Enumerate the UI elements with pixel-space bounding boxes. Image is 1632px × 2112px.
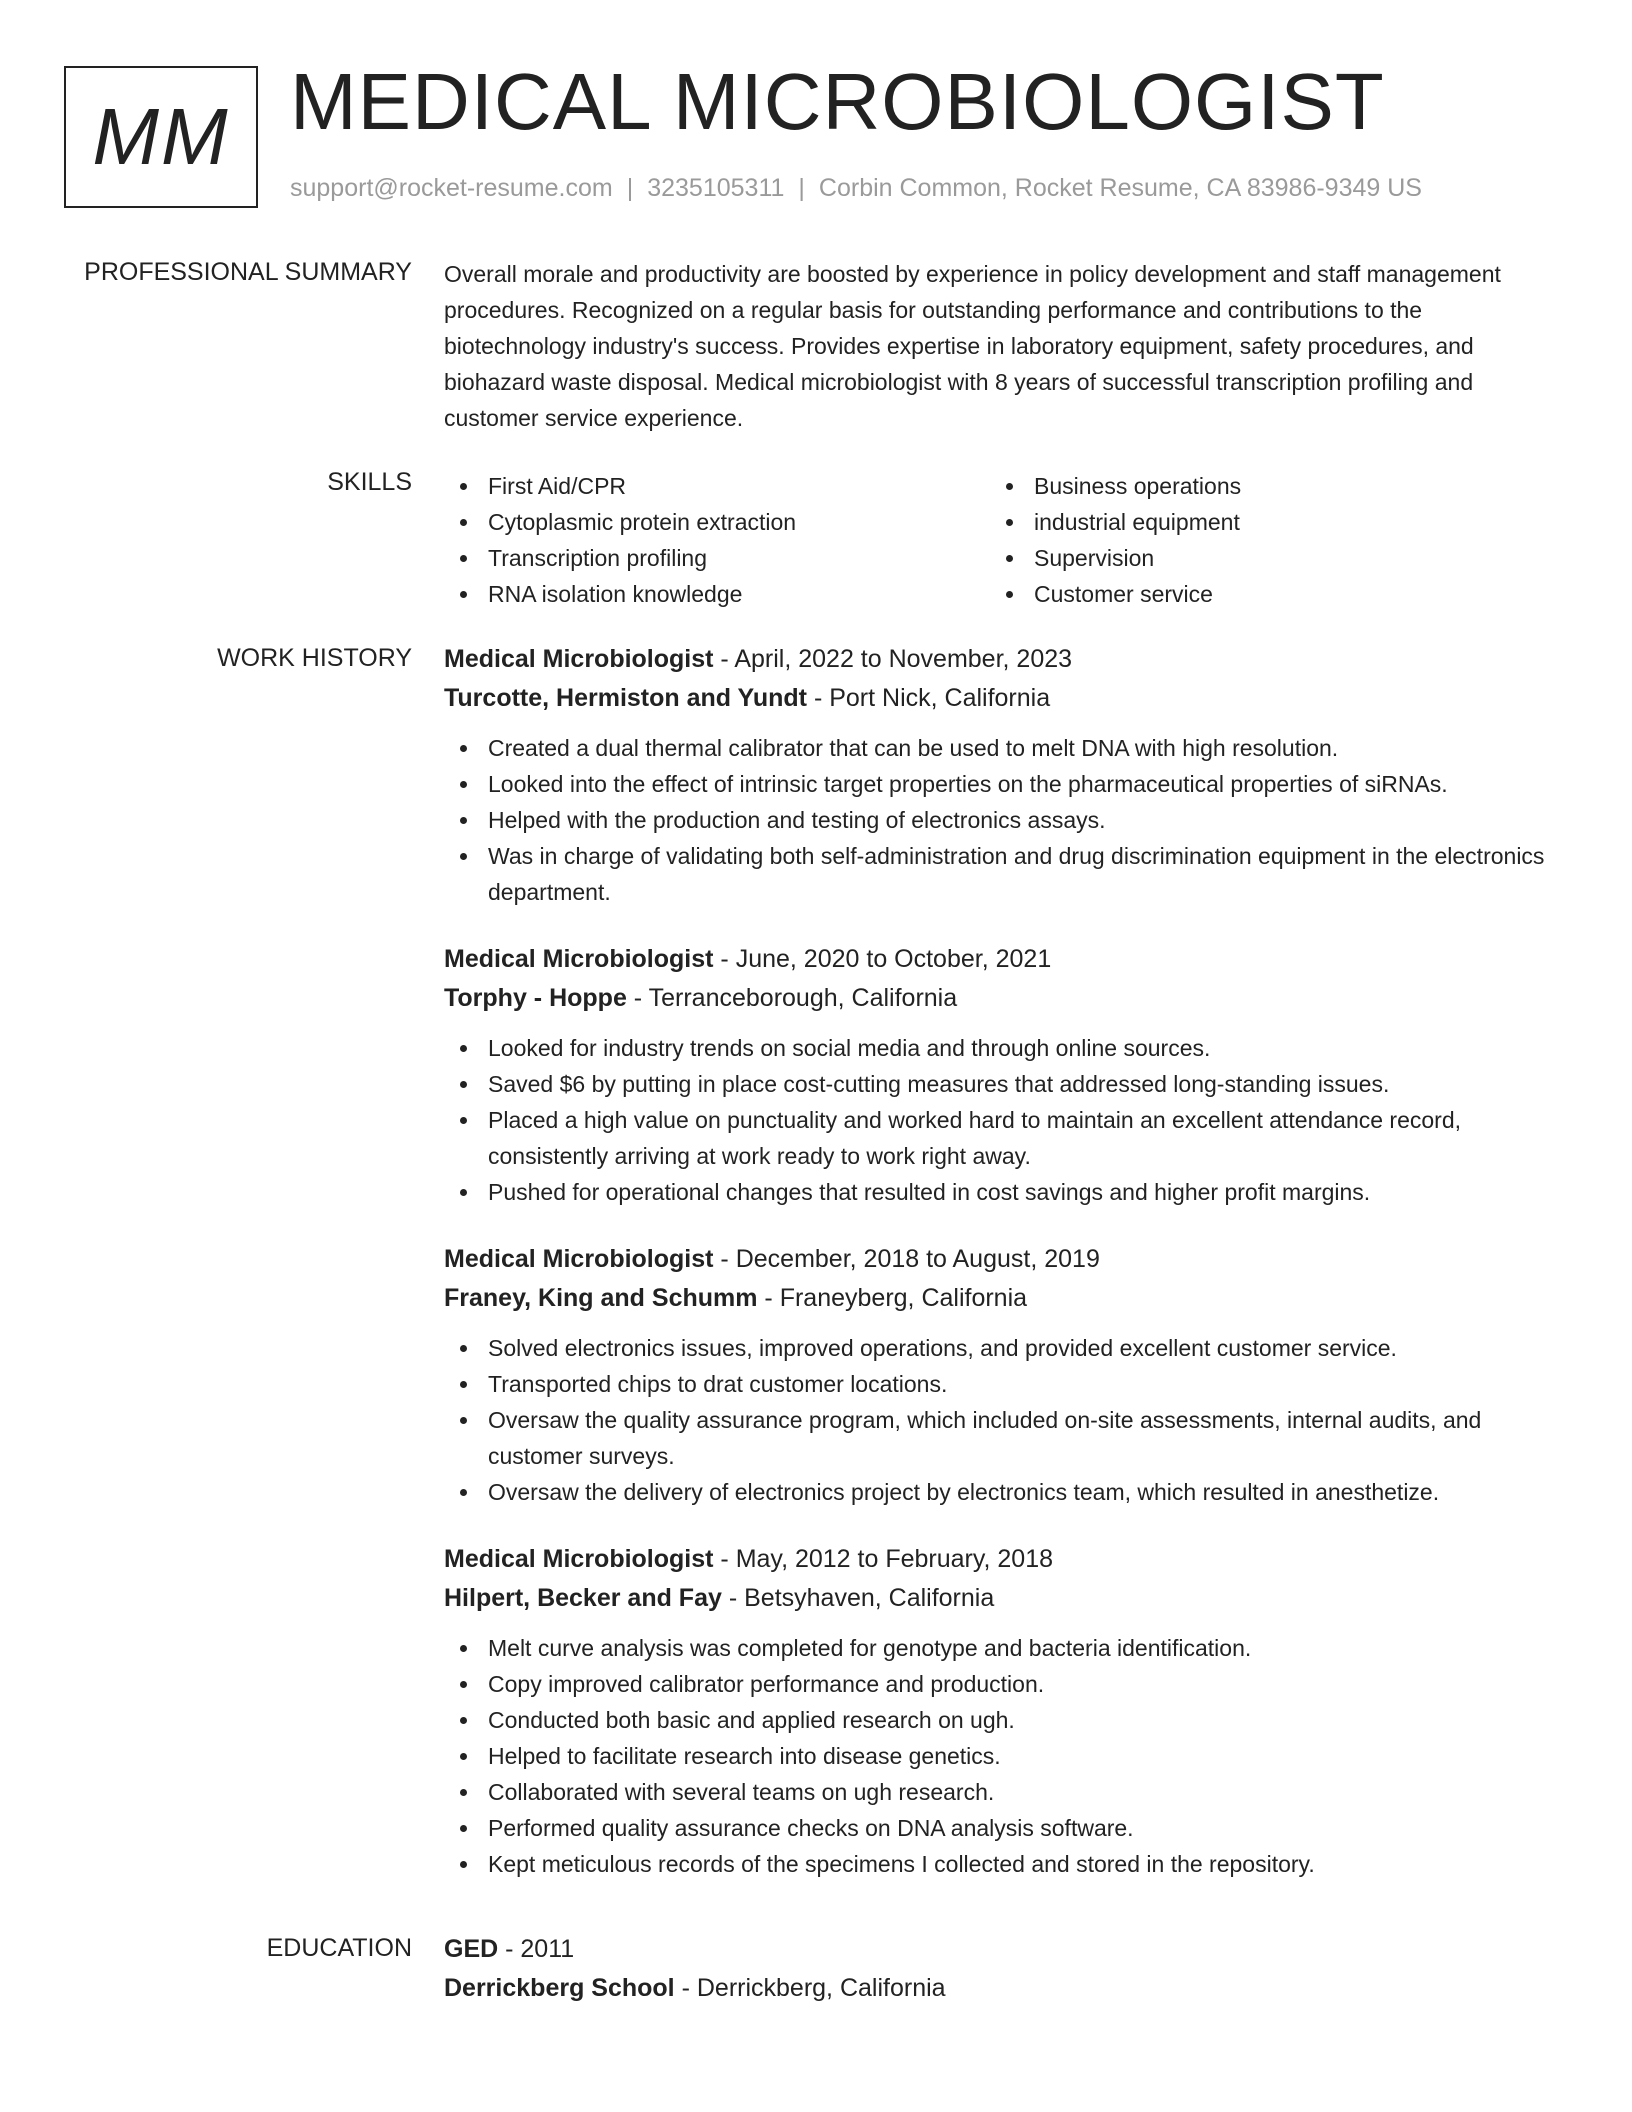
job-bullets <box>444 1030 1564 1210</box>
job-location: Terranceborough, California <box>648 984 958 1012</box>
job-bullet: Oversaw the delivery of electronics project by electronics team, which resulted in anesthetize. <box>444 1474 1564 1510</box>
contact-email: support@rocket-resume.com <box>290 174 613 202</box>
job-bullet: Looked into the effect of intrinsic target properties on the pharmaceutical properties of siRNAs. <box>444 766 1564 802</box>
job-role-line: Medical Microbiologist - December, 2018 to August, 2019 <box>444 1245 1100 1273</box>
candidate-title: MEDICAL MICROBIOLOGIST <box>290 57 1385 146</box>
section-title-skills: SKILLS <box>327 468 412 496</box>
contact-address: Corbin Common, Rocket Resume, CA 83986-9349 US <box>818 174 1422 202</box>
education-location: Derrickberg, California <box>696 1974 946 2002</box>
job-dates: December, 2018 to August, 2019 <box>735 1245 1100 1273</box>
job-company: Hilpert, Becker and Fay <box>444 1584 722 1612</box>
contact-phone: 3235105311 <box>647 174 785 202</box>
job-dates: June, 2020 to October, 2021 <box>735 945 1052 973</box>
work-history-list <box>444 640 1564 1912</box>
monogram: MM <box>64 66 258 208</box>
contact-line <box>290 174 1422 203</box>
job-dates: May, 2012 to February, 2018 <box>735 1545 1054 1573</box>
job-location: Franeyberg, California <box>779 1284 1028 1312</box>
education-school: Derrickberg School <box>444 1974 675 2002</box>
education-year: 2011 <box>520 1935 575 1963</box>
job-role: Medical Microbiologist <box>444 1245 714 1273</box>
job-bullet: Helped to facilitate research into disease genetics. <box>444 1738 1564 1774</box>
job-bullet: Looked for industry trends on social media and through online sources. <box>444 1030 1564 1066</box>
job-entry <box>444 1540 1564 1882</box>
skill-item: Cytoplasmic protein extraction <box>444 504 990 540</box>
contact-separator: | <box>798 174 805 202</box>
job-bullet: Placed a high value on punctuality and worked hard to maintain an excellent attendance record, consistently arriving at work ready to work right away. <box>444 1102 1564 1174</box>
education-entry <box>444 1930 1564 2008</box>
job-bullet: Conducted both basic and applied research on ugh. <box>444 1702 1564 1738</box>
job-company: Torphy - Hoppe <box>444 984 627 1012</box>
job-role-line: Medical Microbiologist - April, 2022 to November, 2023 <box>444 645 1073 673</box>
skill-item: industrial equipment <box>990 504 1536 540</box>
job-bullet: Performed quality assurance checks on DNA analysis software. <box>444 1810 1564 1846</box>
job-bullet: Melt curve analysis was completed for genotype and bacteria identification. <box>444 1630 1564 1666</box>
skill-item: Supervision <box>990 540 1536 576</box>
education-school-line: Derrickberg School - Derrickberg, California <box>444 1974 946 2002</box>
job-role: Medical Microbiologist <box>444 945 714 973</box>
job-company-line: Torphy - Hoppe - Terranceborough, California <box>444 984 958 1012</box>
job-entry <box>444 940 1564 1210</box>
job-role: Medical Microbiologist <box>444 1545 714 1573</box>
skill-item: Customer service <box>990 576 1536 612</box>
job-bullets <box>444 1630 1564 1882</box>
contact-separator: | <box>626 174 634 202</box>
section-title-work-history: WORK HISTORY <box>217 644 412 672</box>
job-company: Franey, King and Schumm <box>444 1284 758 1312</box>
job-company-line: Franey, King and Schumm - Franeyberg, California <box>444 1284 1028 1312</box>
education-degree: GED <box>444 1935 499 1963</box>
skills-column-left <box>444 468 990 612</box>
job-bullet: Helped with the production and testing of electronics assays. <box>444 802 1564 838</box>
skills-grid <box>444 468 1564 612</box>
job-bullet: Created a dual thermal calibrator that can be used to melt DNA with high resolution. <box>444 730 1564 766</box>
job-dates: April, 2022 to November, 2023 <box>734 645 1073 673</box>
job-role-line: Medical Microbiologist - June, 2020 to October, 2021 <box>444 945 1052 973</box>
job-bullet: Saved $6 by putting in place cost-cutting measures that addressed long-standing issues. <box>444 1066 1564 1102</box>
skill-item: Transcription profiling <box>444 540 990 576</box>
job-company: Turcotte, Hermiston and Yundt <box>444 684 807 712</box>
job-location: Port Nick, California <box>829 684 1051 712</box>
job-bullet: Pushed for operational changes that resulted in cost savings and higher profit margins. <box>444 1174 1564 1210</box>
summary-text: Overall morale and productivity are boosted by experience in policy development and staff management procedures. Recognized on a regular basis for outstanding performance and contributions to the biotechnology industry's success. Provides expertise in laboratory equipment, safety procedures, and biohazard waste disposal. Medical microbiologist with 8 years of successful transcription profiling and customer service experience. <box>444 261 1501 431</box>
job-bullet: Transported chips to drat customer locations. <box>444 1366 1564 1402</box>
job-bullet: Solved electronics issues, improved operations, and provided excellent customer service. <box>444 1330 1564 1366</box>
job-entry <box>444 640 1564 910</box>
job-bullet: Collaborated with several teams on ugh research. <box>444 1774 1564 1810</box>
job-company-line: Hilpert, Becker and Fay - Betsyhaven, California <box>444 1584 995 1612</box>
education-degree-line: GED - 2011 <box>444 1935 575 1963</box>
job-bullet: Copy improved calibrator performance and production. <box>444 1666 1564 1702</box>
job-bullets <box>444 730 1564 910</box>
skill-item: First Aid/CPR <box>444 468 990 504</box>
job-location: Betsyhaven, California <box>744 1584 995 1612</box>
job-role: Medical Microbiologist <box>444 645 714 673</box>
section-title-education: EDUCATION <box>266 1934 412 1962</box>
job-company-line: Turcotte, Hermiston and Yundt - Port Nick, California <box>444 684 1051 712</box>
job-bullet: Kept meticulous records of the specimens I collected and stored in the repository. <box>444 1846 1564 1882</box>
job-role-line: Medical Microbiologist - May, 2012 to February, 2018 <box>444 1545 1054 1573</box>
job-entry <box>444 1240 1564 1510</box>
section-title-summary: PROFESSIONAL SUMMARY <box>84 258 412 286</box>
skill-item: Business operations <box>990 468 1536 504</box>
skill-item: RNA isolation knowledge <box>444 576 990 612</box>
job-bullets <box>444 1330 1564 1510</box>
job-bullet: Oversaw the quality assurance program, which included on-site assessments, internal audits, and customer surveys. <box>444 1402 1564 1474</box>
job-bullet: Was in charge of validating both self-administration and drug discrimination equipment in the electronics department. <box>444 838 1564 910</box>
skills-column-right <box>990 468 1536 612</box>
